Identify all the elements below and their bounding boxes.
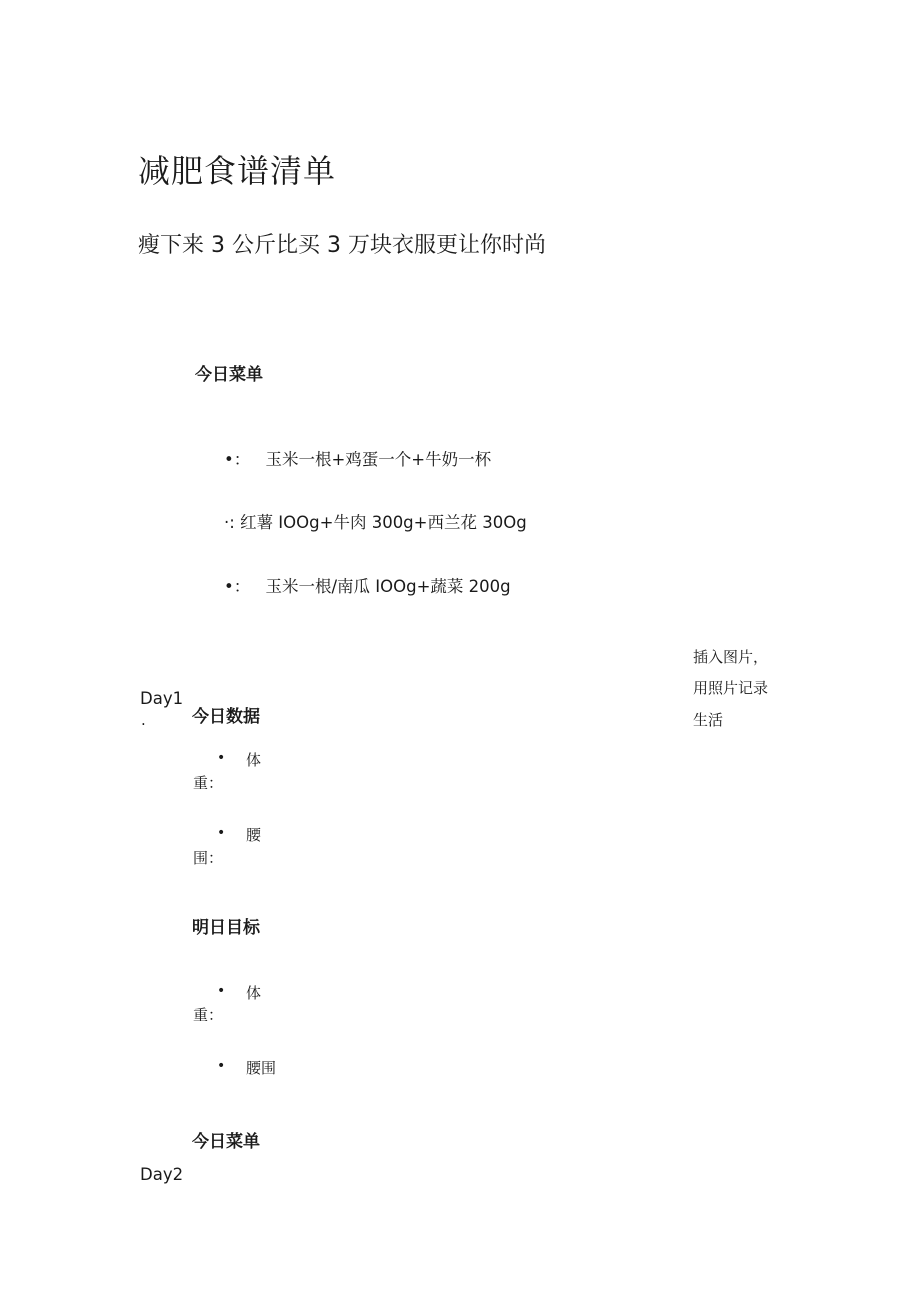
list-bullet: • (217, 825, 226, 841)
day-label: Day1 (140, 689, 184, 708)
goal-item-text: 腰围 (246, 1059, 277, 1077)
meal-text: 玉米一根+鸡蛋一个+牛奶一杯 (265, 450, 492, 469)
goal-item-text: 体 (246, 984, 262, 1002)
menu-heading: 今日菜单 (195, 365, 263, 385)
data-item-text: 腰 (246, 826, 262, 844)
meal-item (224, 573, 511, 597)
document-subtitle: 瘦下来 3 公斤比买 3 万块衣服更让你时尚 (138, 233, 546, 258)
meal-text: 玉米一根/南瓜 IOOg+蔬菜 200g (265, 577, 511, 596)
data-item-text: 重： (193, 774, 224, 792)
meal-marker: •： (224, 450, 251, 469)
photo-note-line: 用照片记录 (693, 679, 769, 697)
meal-marker: •： (224, 577, 251, 596)
day-label: Day2 (140, 1165, 184, 1184)
photo-note-line: 插入图片， (693, 648, 769, 666)
data-heading: 今日数据 (192, 707, 260, 727)
meal-text: 红薯 IOOg+牛肉 300g+西兰花 30Og (240, 513, 527, 532)
meal-marker: ·: (224, 513, 235, 532)
data-item-text: 围： (193, 849, 224, 867)
list-bullet: • (217, 983, 226, 999)
photo-note-line: 生活 (693, 711, 724, 729)
goal-heading: 明日目标 (192, 918, 260, 938)
list-bullet: • (217, 750, 226, 766)
day-label-mark: . (141, 711, 146, 729)
data-item-text: 体 (246, 751, 262, 769)
meal-item (224, 446, 491, 470)
menu-heading: 今日菜单 (192, 1132, 260, 1152)
goal-item-text: 重： (193, 1006, 224, 1024)
list-bullet: • (217, 1058, 226, 1074)
document-title: 减肥食谱清单 (138, 152, 337, 190)
meal-item (224, 509, 527, 533)
